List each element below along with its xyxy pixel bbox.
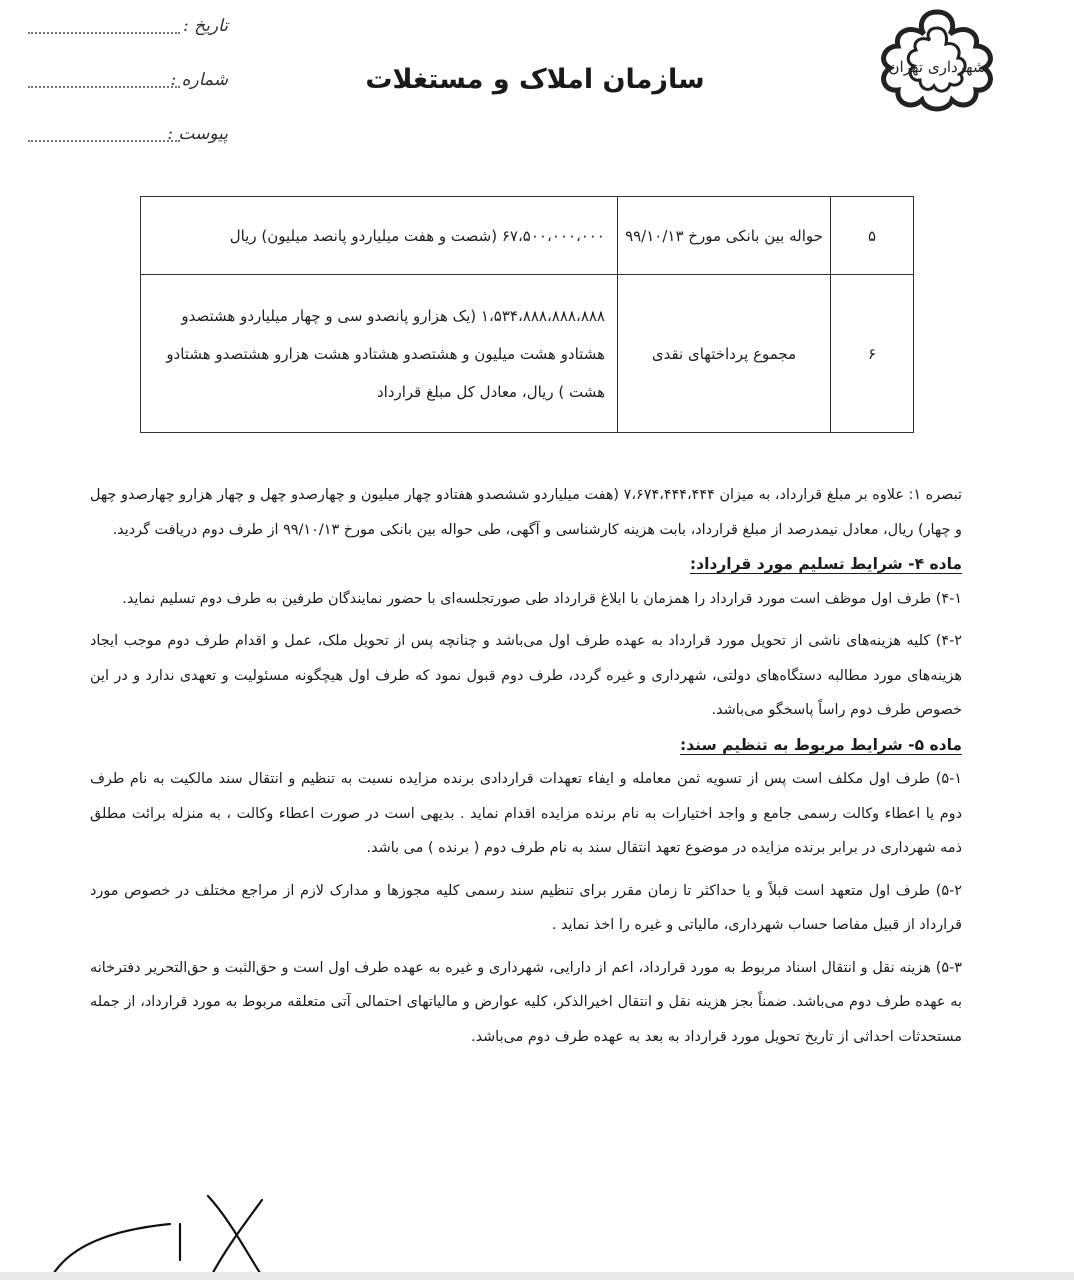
page-bottom-edge <box>0 1272 1074 1280</box>
attachment-field <box>28 124 228 178</box>
date-line <box>28 32 180 34</box>
date-label: تاریخ : <box>183 16 228 36</box>
row-number: ۵ <box>831 197 914 275</box>
row-amount: ۱،۵۳۴،۸۸۸،۸۸۸،۸۸۸ (یک هزارو پانصدو سی و چهار میلیاردو هشتصدو هشتادو هشت میلیون و هشتصدو هشتادو هشت هزارو هشتصدو هشتادو هشت ) ریال، معادل کل مبلغ قرارداد <box>141 275 618 433</box>
signature-scribble <box>40 1190 300 1280</box>
number-line <box>28 86 180 88</box>
meta-fields <box>28 16 228 178</box>
organization-title: سازمان املاک و مستغلات <box>365 64 705 95</box>
table-row <box>141 275 914 433</box>
date-field <box>28 16 228 70</box>
clause-5-1: ۵-۱) طرف اول مکلف است پس از تسویه ثمن معامله و ایفاء تعهدات قراردادی برنده مزایده نسبت به تنظیم و انتقال سند مالکیت به نام طرف دوم یا اعطاء وکالت رسمی جامع و واجد اختیارات به نام برنده مزایده اقدام نماید . بدیهی است در صورت اعطاء وکالت ، به منزله برائت مطلق ذمه شهرداری در برابر برنده مزایده در موضوع تعهد انتقال سند به نام طرف دوم ( برنده ) می باشد. <box>90 771 962 856</box>
row-title: مجموع پرداختهای نقدی <box>618 275 831 433</box>
clause-4-1: ۴-۱) طرف اول موظف است مورد قرارداد را همزمان با ابلاغ قرارداد طی صورتجلسه‌ای با حضور نمایندگان طرفین به طرف دوم تسلیم نماید. <box>122 590 962 607</box>
row-amount: ۶۷،۵۰۰،۰۰۰،۰۰۰ (شصت و هفت میلیاردو پانصد میلیون) ریال <box>141 197 618 275</box>
logo-emblem-icon <box>862 6 1012 114</box>
number-field <box>28 70 228 124</box>
clause-4-2: ۴-۲) کلیه هزینه‌های ناشی از تحویل مورد قرارداد به عهده طرف اول می‌باشد و چنانچه پس از تحویل ملک، عمل و اقدام طرف دوم موجب ایجاد هزینه‌های مورد مطالبه دستگاه‌های دولتی، شهرداری و غیره گردد، طرف دوم قبول نمود که طرف اول هیچگونه مسئولیت و تعهدی ندارد و در این خصوص طرف دوم راساً پاسخگو می‌باشد. <box>90 633 962 718</box>
article-4-heading: ماده ۴- شرایط تسلیم مورد قرارداد: <box>689 555 962 573</box>
attachment-label: پیوست : <box>167 124 228 144</box>
row-title: حواله بین بانکی مورخ ۹۹/۱۰/۱۳ <box>618 197 831 275</box>
contract-body <box>90 478 962 1054</box>
number-label: شماره : <box>170 70 228 90</box>
signature-icon <box>40 1190 300 1280</box>
row-number: ۶ <box>831 275 914 433</box>
payments-table <box>140 196 914 433</box>
clause-5-3: ۵-۳) هزینه نقل و انتقال اسناد مربوط به مورد قرارداد، اعم از دارایی، شهرداری و غیره به عهده طرف اول است و حق‌الثبت و حق‌التحریر دفترخانه به عهده طرف دوم می‌باشد. ضمناً بجز هزینه نقل و انتقال اخیرالذکر، کلیه عوارض و مالیاتهای احتمالی آتی متعلقه مربوط به مورد قرارداد، از جمله مستحدثات احداثی از تاریخ تحویل مورد قرارداد به بعد به عهده طرف دوم می‌باشد. <box>90 959 962 1045</box>
attachment-line <box>28 140 180 142</box>
note-1: تبصره ۱: علاوه بر مبلغ قرارداد، به میزان ۷،۶۷۴،۴۴۴،۴۴۴ (هفت میلیاردو ششصدو هفتادو چهار میلیون و چهارصدو چهل و چهار هزارو چهارصدو چهل و چهار) ریال، معادل نیمدرصد از مبلغ قرارداد، بابت هزینه کارشناسی و آگهی، طی حواله بین بانکی مورخ ۹۹/۱۰/۱۳ از طرف دوم دریافت گردید. <box>90 487 962 538</box>
table-row <box>141 197 914 275</box>
article-5-heading: ماده ۵- شرایط مربوط به تنظیم سند: <box>680 735 962 754</box>
clause-5-2: ۵-۲) طرف اول متعهد است قبلاً و یا حداکثر تا زمان مقرر برای تنظیم سند رسمی کلیه مجوزها و مدارک لازم از مراجع مختلف در خصوص مورد قرارداد از قبیل مفاصا حساب شهرداری، مالیاتی و غیره را اخذ نماید . <box>90 882 962 933</box>
logo-text: شهرداری تهران <box>888 58 986 76</box>
tehran-municipality-logo <box>862 6 1012 114</box>
